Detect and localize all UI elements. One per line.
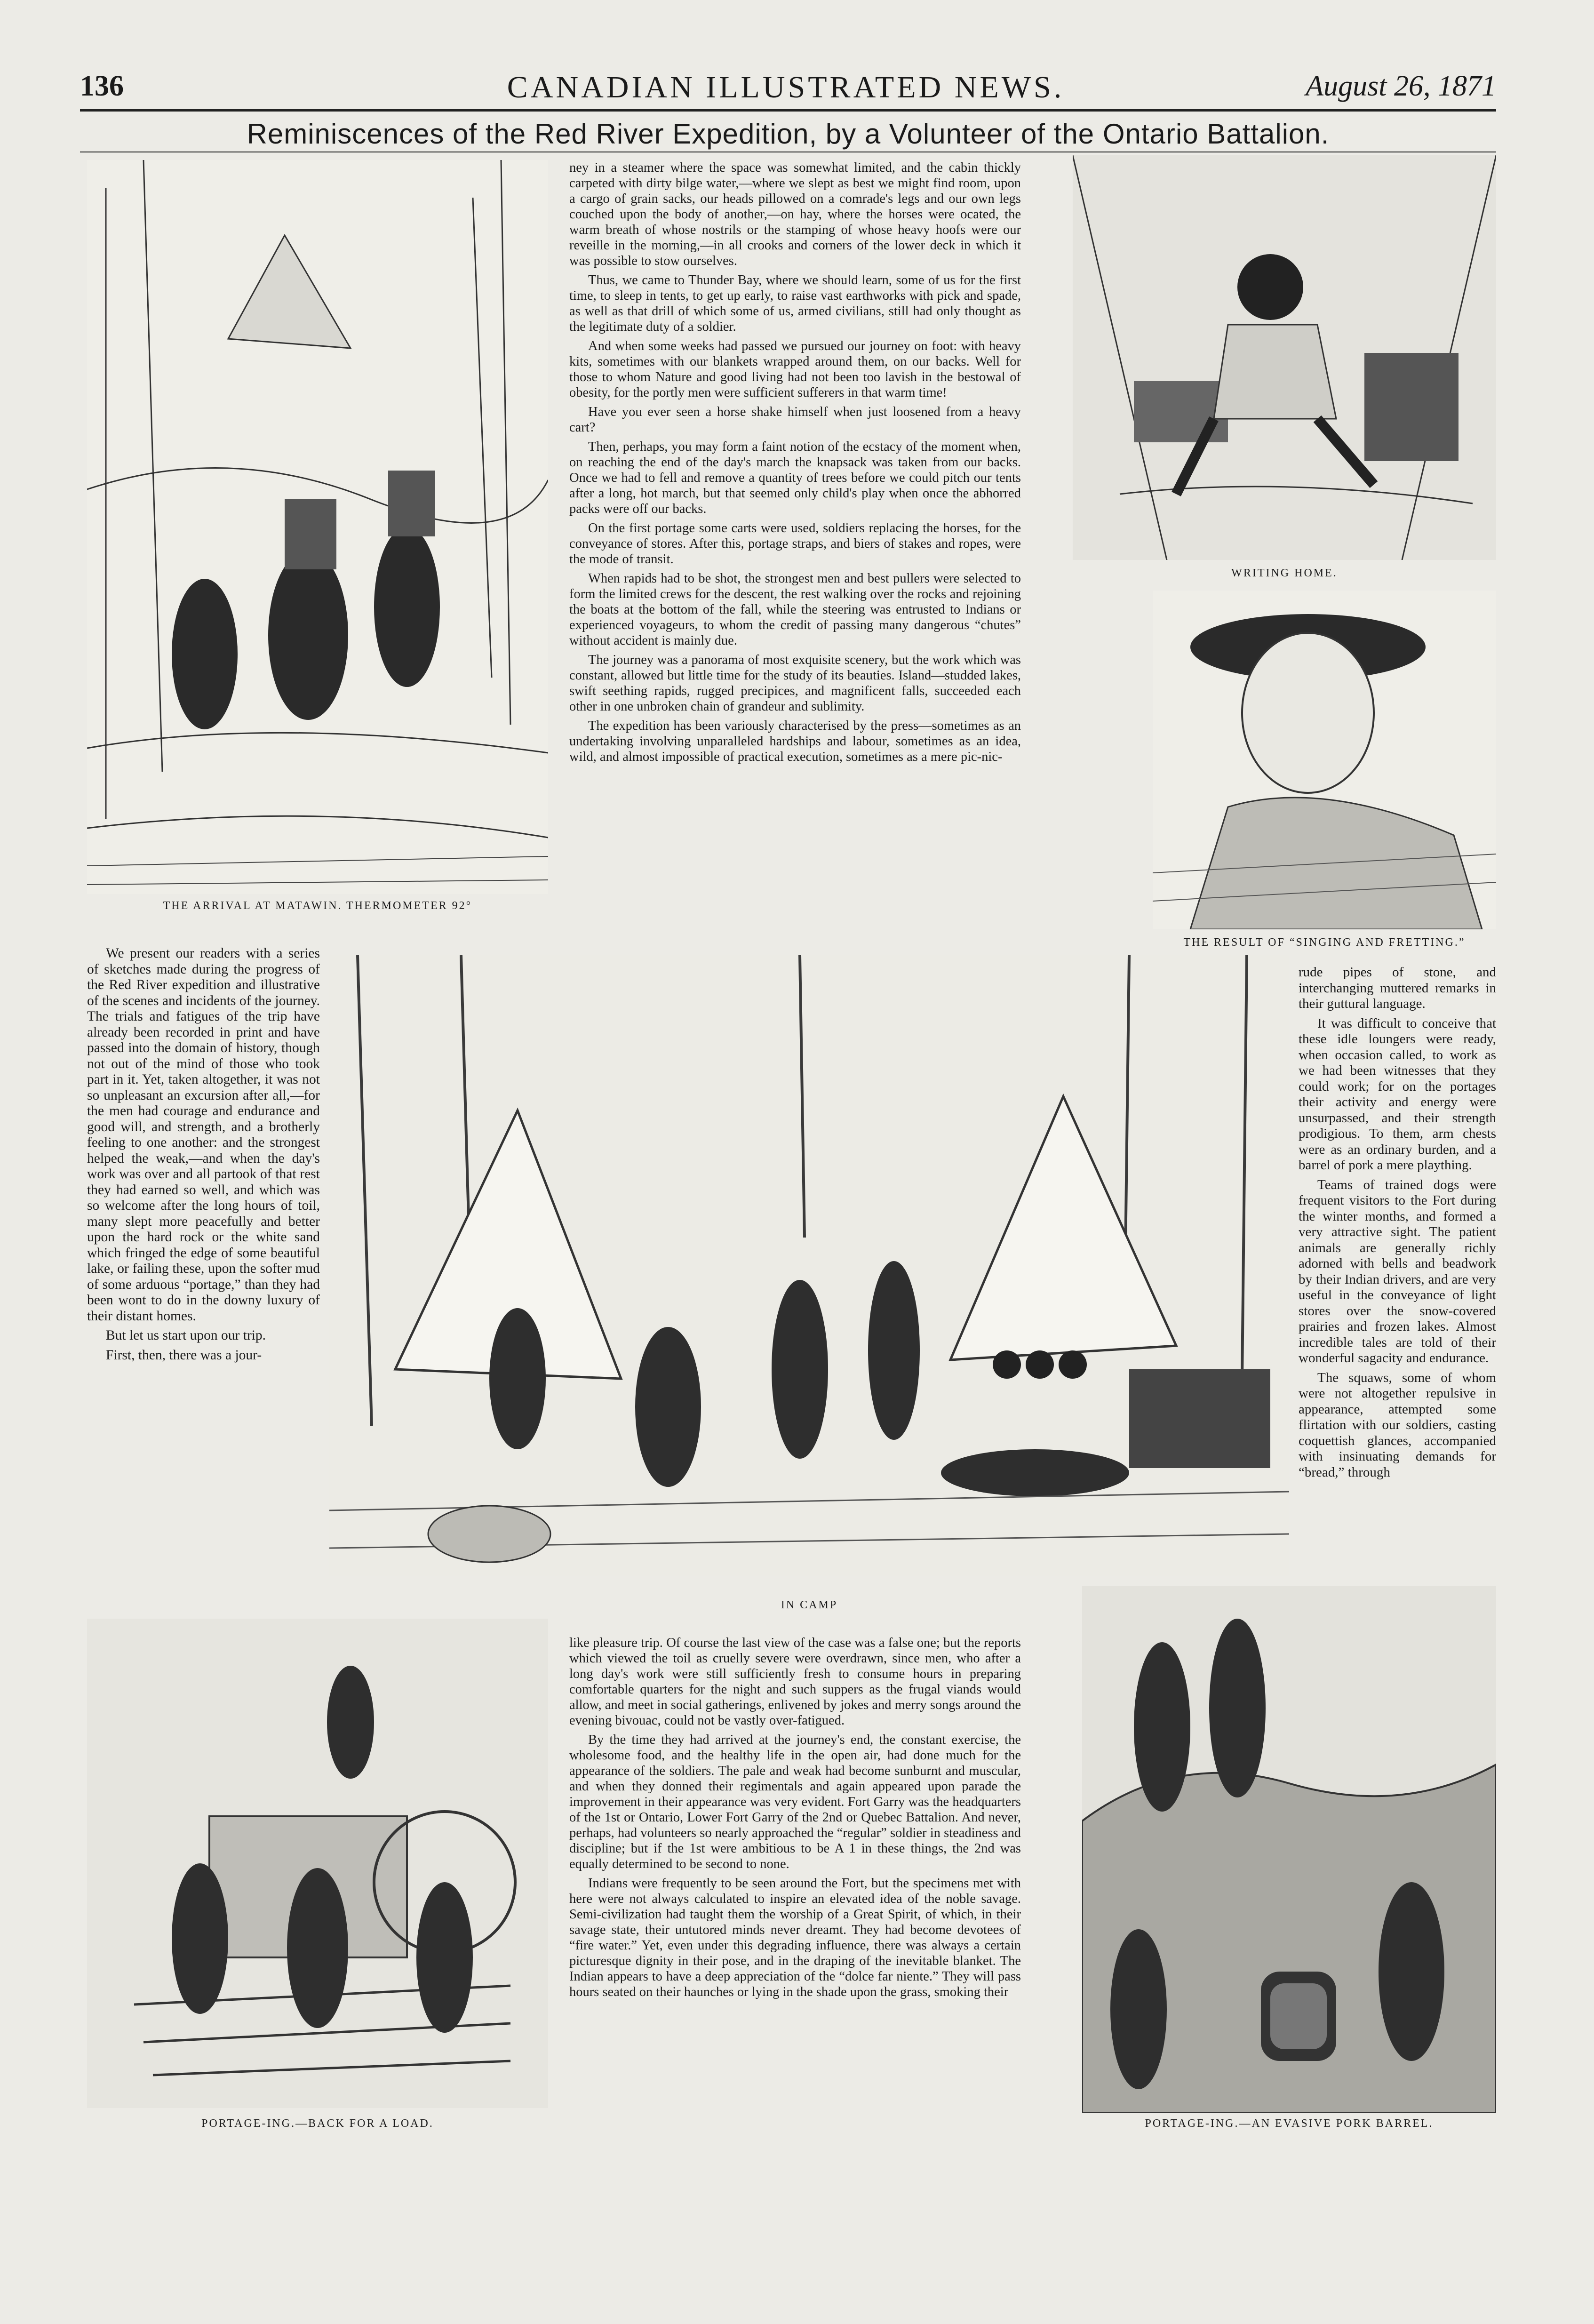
caption-writing-home: WRITING HOME. (1231, 567, 1338, 579)
paragraph: First, then, there was a jour- (106, 1347, 262, 1363)
paragraph: The journey was a panorama of most exquisite scenery, but the work which was constant, allowed but little time for the study of its beauties. Island—studded lakes, swift seething rapids, rugged precipices, and magnificent falls, succeeded each other in one unbroken chain of grandeur and sublimity. (569, 653, 1021, 714)
paragraph: The expedition has been variously characterised by the press—sometimes as an undertaking involving unparalleled hardships and labour, sometimes as an idea, wild, and almost impossible of practical execution, sometimes as a mere pic-nic- (569, 719, 1021, 764)
illustration-evasive-pork-barrel (1082, 1586, 1496, 2113)
issue-date: August 26, 1871 (1306, 70, 1496, 102)
paragraph: Teams of trained dogs were frequent visitors to the Fort during the winter months, and formed a very attractive sight. The patient animals are generally richly adorned with bells and beadwork by their Indian drivers, and are very useful in the conveyance of light stores over the snow-covered prairies and frozen lakes. Almost incredible tales are told of their wonderful sagacity and endurance. (1299, 1177, 1496, 1366)
publication-title: CANADIAN ILLUSTRATED NEWS. (507, 70, 1065, 104)
paragraph: By the time they had arrived at the journey's end, the constant exercise, the wholesome food, and the healthy life in the open air, had done much for the appearance of the soldiers. The pale and weak had become sunburnt and muscular, and when they donned their regimentals and again appeared upon parade the improvement in their appearance was very evident. Fort Garry was the headquarters of the 1st or Ontario, Lower Fort Garry of the 2nd or Quebec Battalion. And never, perhaps, had volunteers so nearly approached the “regular” soldier in steadiness and discipline; but if the 1st were ambitious to be A 1 in these things, the 2nd was equally determined to be second to none. (569, 1733, 1021, 1871)
paragraph: On the first portage some carts were used, soldiers replacing the horses, for the conveyance of stores. After this, portage straps, and biers of stakes and ropes, were the mode of transit. (569, 521, 1021, 567)
page-number: 136 (80, 70, 124, 102)
paragraph: And when some weeks had passed we pursued our journey on foot: with heavy kits, sometimes with our blankets wrapped around them, on our backs. Well for those to whom Nature and good living had not been too lavish in the bestowal of obesity, for the portly men were sufficient sufferers in that warm time! (569, 339, 1021, 400)
paragraph: But let us start upon our trip. (106, 1328, 266, 1343)
paragraph: When rapids had to be shot, the strongest men and best pullers were selected to form the limited crews for the descent, the rest walking over the rocks and rejoining the boats at the bottom of the fall, while the steering was entrusted to Indians or experienced voyageurs, to whom the credit of passing many dangerous “chutes” without accident is mainly due. (569, 571, 1021, 648)
caption-arrival: THE ARRIVAL AT MATAWIN. THERMOMETER 92° (163, 900, 472, 912)
paragraph: It was difficult to conceive that these idle loungers were ready, when occasion called, to work as we had been witnesses that they could work; for on the portages their activity and energy were unsurpassed, and their strength prodigious. To them, arm chests were as an ordinary burden, and a barrel of pork a mere plaything. (1299, 1015, 1496, 1173)
page-header (80, 66, 1496, 113)
paragraph: Then, perhaps, you may form a faint notion of the ecstacy of the moment when, on reaching the end of the day's march the knapsack was taken from our backs. Once we had to fell and remove a quantity of trees before we could pitch our tents after a long, hot march, but that seemed only child's play when once the abhorred packs were off our backs. (569, 439, 1021, 516)
illustration-writing-home (1073, 155, 1496, 560)
illustration-arrival-at-matawin (87, 160, 548, 894)
article-column-right (1299, 965, 1496, 1484)
paragraph: The squaws, some of whom were not altogether repulsive in appearance, attempted some flirtation with our soldiers, casting coquettish glances, accompanied with insinuating demands for “bread,” through (1299, 1370, 1496, 1480)
paragraph: ney in a steamer where the space was somewhat limited, and the cabin thickly carpeted with dirty bilge water,—where we slept as best we might find room, upon a cargo of grain sacks, our heads pillowed on a comrade's legs and our own legs couched upon the body of another,—on hay, where the horses were ocated, the warm breath of whose nostrils or the stamping of whose heavy hoofs were our reveille in the morning,—in all crooks and corners of the lower deck in which it was possible to stow ourselves. (569, 160, 1021, 268)
article-column-center-top (569, 160, 1021, 768)
article-headline: Reminiscences of the Red River Expedition, by a Volunteer of the Ontario Battalion. (247, 118, 1330, 150)
paragraph: Indians were frequently to be seen around the Fort, but the specimens met with here were not always calculated to inspire an elevated idea of the noble savage. Semi-civilization had taught them the worship of a Great Spirit, of which, in their savage state, their untutored minds never dreamt. They had become devotees of “fire water.” Yet, even under this degrading influence, there was always a certain picturesque dignity in their pose, and in the draping of the inevitable blanket. The Indian appears to have a deep appreciation of the “dolce far niente.” They will pass hours seated on their haunches or lying in the shade upon the grass, smoking their (569, 1876, 1021, 1999)
article-column-intro (87, 946, 320, 1367)
header-rule (80, 109, 1496, 112)
illustration-singing-and-fretting (1153, 591, 1496, 929)
caption-pork-barrel: PORTAGE-ING.—AN EVASIVE PORK BARREL. (1145, 2117, 1434, 2130)
illustration-back-for-a-load (87, 1619, 548, 2108)
caption-in-camp: IN CAMP (781, 1599, 838, 1611)
paragraph: Thus, we came to Thunder Bay, where we should learn, some of us for the first time, to sleep in tents, to get up early, to raise vast earthworks with pick and spade, as well as that drill of which some of us, armed civilians, still had only thought as the legitimate duty of a soldier. (569, 273, 1021, 334)
caption-back-for-a-load: PORTAGE-ING.—BACK FOR A LOAD. (201, 2117, 434, 2130)
paragraph: Have you ever seen a horse shake himself when just loosened from a heavy cart? (569, 405, 1021, 435)
article-column-center-bottom (569, 1635, 1021, 2004)
paragraph: We present our readers with a series of sketches made during the progress of the Red River expedition and illustrative of the scenes and incidents of the journey. The trials and fatigues of the trip have already been recorded in print and have passed into the domain of history, though not out of the mind of those who took part in it. Yet, taken altogether, it was not so unpleasant an excursion after all,—for the men had courage and endurance and good will, and strength, and a brotherly feeling to one another: and the strongest helped the weak,—and when the day's work was over and all partook of that rest they had earned so well, and which was so welcome after the long hours of toil, many slept more peacefully and better upon the hard rock or the white sand which fringed the edge of some beautiful lake, or failing these, upon the softer mud of some arduous “portage,” than they had been wont to do in the downy luxury of their distant homes. (87, 946, 320, 1324)
paragraph: rude pipes of stone, and interchanging muttered remarks in their guttural language. (1299, 965, 1496, 1011)
illustration-in-camp (329, 955, 1289, 1576)
paragraph: like pleasure trip. Of course the last view of the case was a false one; but the reports which viewed the toil as cruelly severe were overdrawn, since men, who after a long day's work were still sufficiently fresh to consume hours in preparing comfortable quarters for the night and such suppers as the frugal viands would allow, and meet in social gatherings, enlivened by jokes and merry songs around the evening bivouac, could not be vastly over-fatigued. (569, 1636, 1021, 1728)
caption-singing: THE RESULT OF “SINGING AND FRETTING.” (1183, 936, 1466, 949)
